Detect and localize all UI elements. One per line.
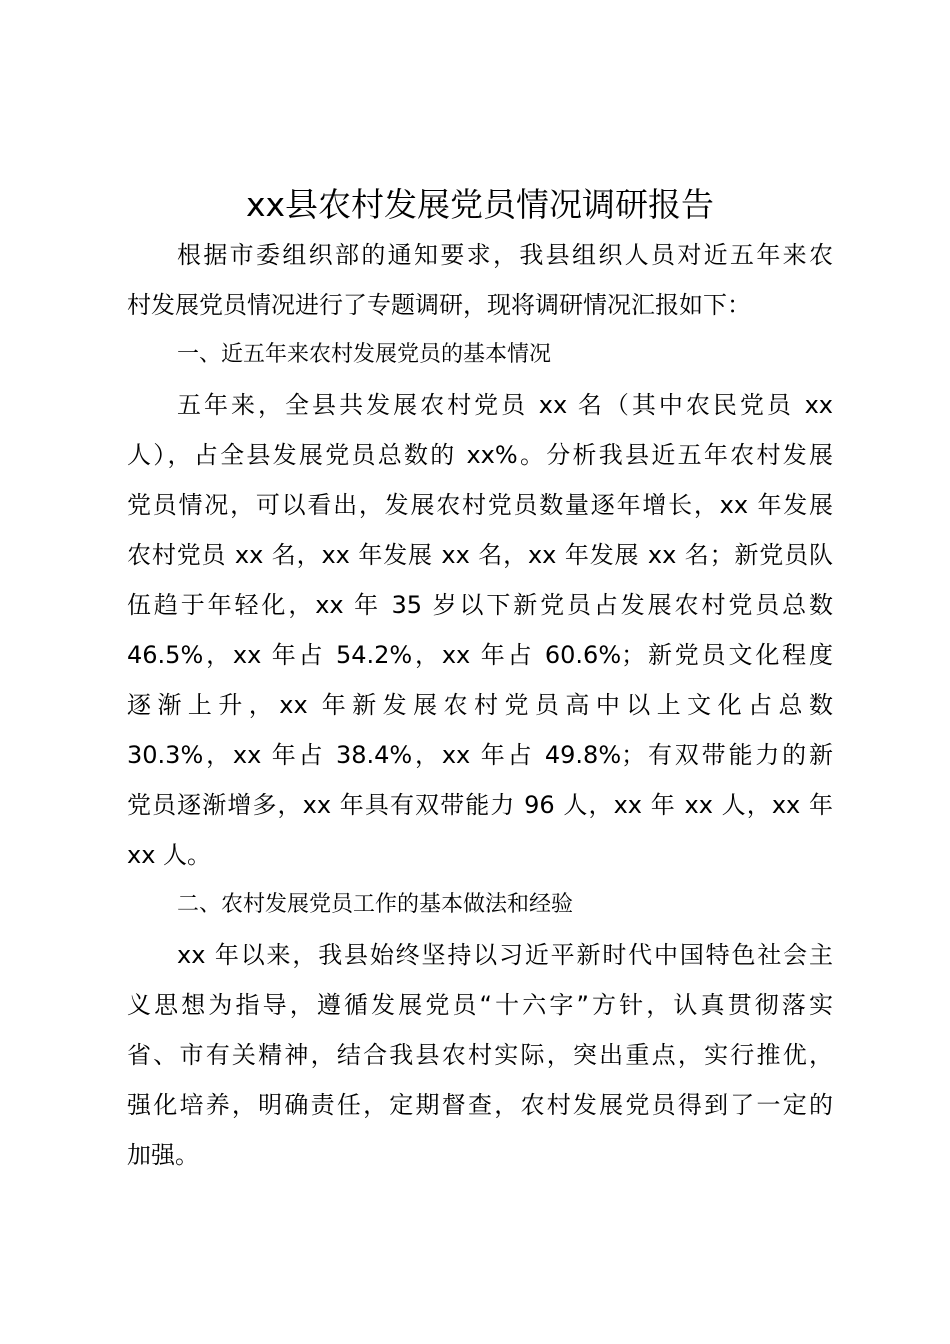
section-2-line: 加强。 xyxy=(127,1141,199,1169)
section-1-line: 五年来，全县共发展农村党员 xx 名（其中农民党员 xx xyxy=(177,391,833,419)
document-title: xx县农村发展党员情况调研报告 xyxy=(245,185,715,224)
section-2-line: 强化培养，明确责任，定期督查，农村发展党员得到了一定的 xyxy=(127,1091,833,1119)
intro-line: 根据市委组织部的通知要求，我县组织人员对近五年来农 xyxy=(177,241,833,269)
section-heading-2: 二、农村发展党员工作的基本做法和经验 xyxy=(177,892,574,917)
section-1-line: 人），占全县发展党员总数的 xx%。分析我县近五年农村发展 xyxy=(127,441,833,469)
section-2-line: 义思想为指导，遵循发展党员“十六字”方针，认真贯彻落实 xyxy=(127,991,833,1019)
intro-paragraph xyxy=(127,230,833,330)
section-1-line: 46.5%，xx 年占 54.2%，xx 年占 60.6%；新党员文化程度 xyxy=(127,641,833,669)
section-2-line: xx 年以来，我县始终坚持以习近平新时代中国特色社会主 xyxy=(177,941,833,969)
intro-line: 村发展党员情况进行了专题调研，现将调研情况汇报如下： xyxy=(127,291,751,319)
section-2-line: 省、市有关精神，结合我县农村实际，突出重点，实行推优， xyxy=(127,1041,833,1069)
section-heading-1: 一、近五年来农村发展党员的基本情况 xyxy=(177,342,552,367)
section-1-paragraph xyxy=(127,380,833,880)
section-1-line: 伍趋于年轻化，xx 年 35 岁以下新党员占发展农村党员总数 xyxy=(127,591,833,619)
section-1-line: 农村党员 xx 名，xx 年发展 xx 名，xx 年发展 xx 名；新党员队 xyxy=(127,541,833,569)
section-1-line: 党员逐渐增多，xx 年具有双带能力 96 人，xx 年 xx 人，xx 年 xyxy=(127,791,833,819)
section-2-paragraph xyxy=(127,930,833,1180)
document-body xyxy=(127,230,833,1180)
section-1-line: 逐渐上升，xx 年新发展农村党员高中以上文化占总数 xyxy=(127,691,833,719)
section-1-line: 党员情况，可以看出，发展农村党员数量逐年增长，xx 年发展 xyxy=(127,491,833,519)
section-1-line: 30.3%，xx 年占 38.4%，xx 年占 49.8%；有双带能力的新 xyxy=(127,741,833,769)
section-1-line: xx 人。 xyxy=(127,841,212,869)
